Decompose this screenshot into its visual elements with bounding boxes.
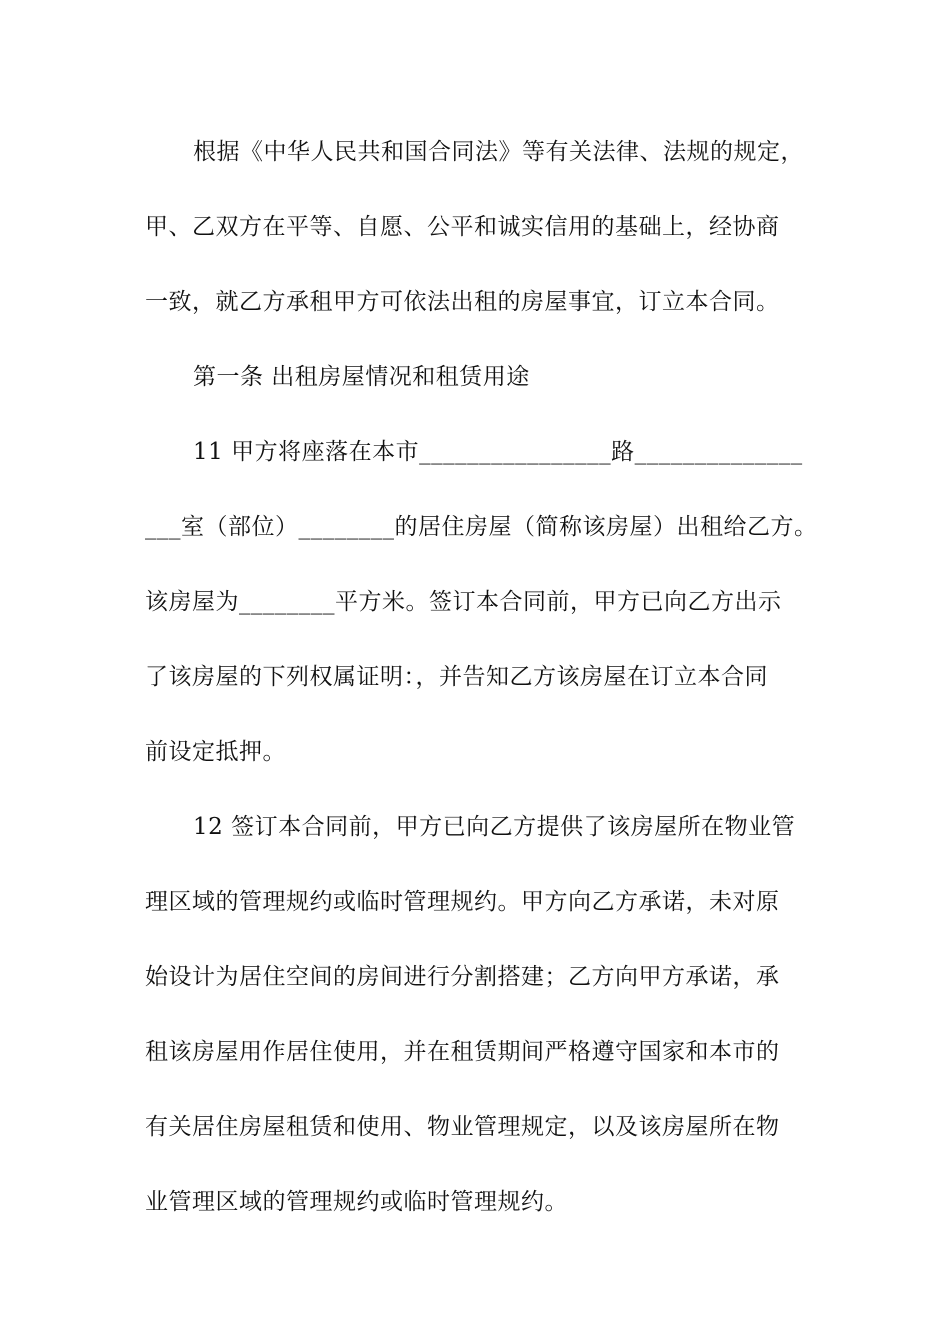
paragraph-intro-line-1: 根据《中华人民共和国合同法》等有关法律、法规的规定，: [193, 139, 804, 165]
paragraph-intro-line-3: 一致，就乙方承租甲方可依法出租的房屋事宜，订立本合同。: [145, 289, 780, 315]
clause-1-1-line-2: ___室（部位）________的居住房屋（简称该房屋）出租给乙方。: [145, 514, 818, 540]
paragraph-intro-line-2: 甲、乙双方在平等、自愿、公平和诚实信用的基础上，经协商: [145, 214, 780, 240]
clause-1-2-line-1: 12 签订本合同前，甲方已向乙方提供了该房屋所在物业管: [193, 814, 796, 840]
clause-1-2-line-5: 有关居住房屋租赁和使用、物业管理规定，以及该房屋所在物: [145, 1114, 780, 1140]
clause-1-1-line-4: 了该房屋的下列权属证明：，并告知乙方该房屋在订立本合同: [145, 664, 768, 690]
clause-1-1-line-3: 该房屋为________平方米。签订本合同前，甲方已向乙方出示: [145, 589, 782, 615]
article-1-heading: 第一条 出租房屋情况和租赁用途: [193, 364, 530, 390]
clause-1-2-line-3: 始设计为居住空间的房间进行分割搭建；乙方向甲方承诺，承: [145, 964, 780, 990]
clause-1-1-line-1: 11 甲方将座落在本市________________路______________: [193, 439, 803, 465]
clause-1-2-line-4: 租该房屋用作居住使用，并在租赁期间严格遵守国家和本市的: [145, 1039, 780, 1065]
clause-1-1-line-5: 前设定抵押。: [145, 739, 286, 765]
clause-1-2-line-2: 理区域的管理规约或临时管理规约。甲方向乙方承诺，未对原: [145, 889, 780, 915]
clause-1-2-line-6: 业管理区域的管理规约或临时管理规约。: [145, 1189, 568, 1215]
